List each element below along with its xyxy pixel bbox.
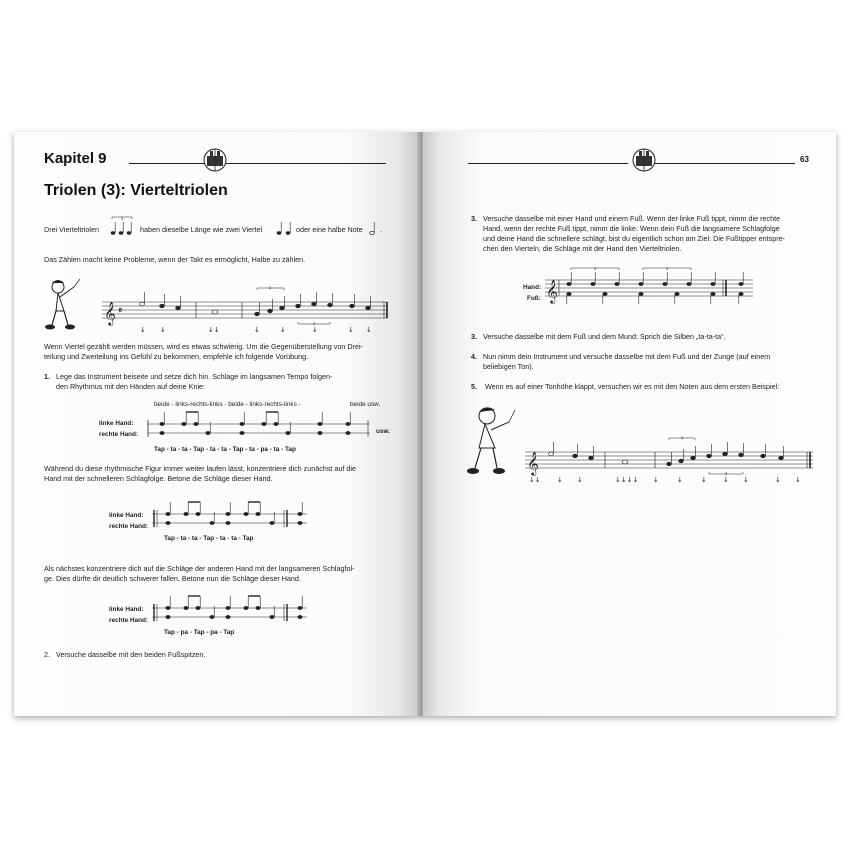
step5-text: Wenn es auf einer Tonhöhe klappt, versuchen wir es mit den Noten aus dem ersten Beispiel:	[485, 382, 780, 391]
rhythm-staff-hands	[148, 412, 378, 442]
triplet-quarter-notes	[110, 216, 136, 238]
svg-text:𝄞: 𝄞	[546, 279, 558, 303]
musician-cartoon	[465, 404, 521, 484]
step4-line1: Nun nimm dein Instrument und versuche dasselbe mit dem Fuß und der Zunge (auf einem	[483, 352, 771, 361]
fuss-label: Fuß:	[527, 295, 541, 302]
svg-text:↓: ↓	[557, 476, 563, 484]
svg-text:↓: ↓	[366, 326, 372, 334]
para2-line1: Während du diese rhythmische Figur immer weiter laufen lässt, konzentriere dich zunächst auf die	[44, 464, 357, 473]
header-rule-left-r	[468, 163, 628, 164]
svg-text:3: 3	[120, 216, 124, 221]
para3-line1: Als nächstes konzentriere dich auf die Schläge der anderen Hand mit der langsameren Schlagfol-	[44, 564, 355, 573]
music-staff-example-1	[102, 285, 390, 336]
step3b-text: Versuche dasselbe mit dem Fuß und dem Mund: Sprich die Silben „ta-ta-ta“.	[483, 332, 726, 341]
step2-text: Versuche dasselbe mit den beiden Fußspitzen.	[56, 650, 206, 659]
svg-text:3: 3	[724, 471, 728, 476]
two-quarter-notes	[276, 218, 296, 238]
step3-line2: Hand, wenn der rechte Fuß tippt, nimm die linke. Wenn dein Fuß die langsamere Schlagfolge	[483, 224, 780, 233]
linke-hand-label-1: linke Hand:	[99, 420, 134, 427]
intro-text-d: .	[380, 225, 382, 234]
linke-hand-label-3: linke Hand:	[109, 606, 144, 613]
svg-text:↓: ↓	[312, 326, 318, 334]
svg-text:↓: ↓	[653, 476, 659, 484]
step3-line1: Versuche dasselbe mit einer Hand und einem Fuß. Wenn der linke Fuß tippt, nimm die rechte	[483, 214, 781, 223]
rhythm-staff-slow-hand	[152, 594, 312, 626]
step1-number: 1.	[44, 372, 50, 381]
svg-text:↓: ↓	[140, 326, 146, 334]
syllables-row-3: Tap - pa - Tap - pa - Tap	[164, 629, 235, 636]
rechte-hand-label-1: rechte Hand:	[99, 431, 139, 438]
svg-text:3: 3	[665, 266, 669, 271]
hands-pattern-label: beide - links-rechts-links - beide - links-rechts-links -	[154, 401, 301, 408]
step5-number: 5.	[471, 382, 477, 391]
header-rule-right-r	[655, 163, 795, 164]
svg-text:𝄞: 𝄞	[527, 451, 539, 475]
svg-text:↓: ↓	[701, 476, 707, 484]
chapter-heading: Kapitel 9	[44, 150, 107, 167]
svg-text:3: 3	[268, 285, 272, 290]
svg-text:↓↓: ↓↓	[208, 326, 220, 334]
para1-line2: teilung und Zweiteilung ins Gefühl zu bekommen, empfehle ich folgende Vorübung.	[44, 352, 309, 361]
intro-text-a: Drei Vierteltriolen	[44, 225, 99, 234]
linke-hand-label-2: linke Hand:	[109, 512, 144, 519]
rhythm-staff-fast-hand	[152, 500, 312, 532]
step4-line2: beliebigen Ton).	[483, 362, 534, 371]
chapter-vignette-icon	[200, 146, 230, 174]
step1-line1: Lege das Instrument beiseite und setze dich hin. Schlage im langsamen Tempo folgen-	[56, 372, 333, 381]
svg-text:↓: ↓	[795, 476, 801, 484]
usw-label: usw.	[376, 428, 390, 435]
svg-text:↓: ↓	[160, 326, 166, 334]
intro-text-c: oder eine halbe Note	[296, 225, 363, 234]
hand-label: Hand:	[523, 284, 542, 291]
step3b-number: 3.	[471, 332, 477, 341]
step3-line3: und deine Hand die schnellere schlägt, bist du eigentlich schon am Ziel: Die Fußtipper entspre-	[483, 234, 786, 243]
music-staff-example-2	[525, 435, 815, 486]
header-rule-left	[129, 163, 204, 164]
svg-text:3: 3	[593, 266, 597, 271]
para3-line2: ge. Dies dürfte dir deutlich schwerer fallen. Betone nun die Schläge dieser Hand.	[44, 574, 301, 583]
hands-pattern-label-end: beide usw.	[350, 401, 381, 408]
hand-foot-staff	[545, 268, 755, 308]
svg-text:↓: ↓	[723, 476, 729, 484]
syllables-row-1: Tap - ta - ta - Tap - ta - ta - Tap - ta - pa - ta - Tap	[154, 446, 296, 453]
half-note	[369, 218, 379, 238]
rechte-hand-label-2: rechte Hand:	[109, 523, 149, 530]
svg-text:↓↓↓↓: ↓↓↓↓	[615, 476, 639, 484]
svg-text:↓: ↓	[254, 326, 260, 334]
conductor-cartoon	[42, 277, 92, 332]
open-book	[14, 132, 836, 716]
svg-text:↓↓: ↓↓	[529, 476, 541, 484]
page-title: Triolen (3): Vierteltriolen	[44, 182, 228, 199]
syllables-row-2: Tap - ta - ta - Tap - ta - ta - Tap	[164, 535, 254, 542]
para2-line2: Hand mit der schnelleren Schlagfolge. Betone die Schläge dieser Hand.	[44, 474, 273, 483]
step3-number: 3.	[471, 214, 477, 223]
step1-line2: den Rhythmus mit den Händen auf deine Knie:	[56, 382, 206, 391]
svg-text:𝄵: 𝄵	[118, 306, 123, 317]
svg-text:↓: ↓	[577, 476, 583, 484]
counting-text: Das Zählen macht keine Probleme, wenn der Takt es ermöglicht, Halbe zu zählen.	[44, 255, 306, 264]
svg-text:↓: ↓	[280, 326, 286, 334]
svg-text:↓: ↓	[677, 476, 683, 484]
step3-line4: chen den Vierteln, die Schläge mit der Hand den Vierteltriolen.	[483, 244, 682, 253]
intro-text-b: haben dieselbe Länge wie zwei Viertel	[140, 225, 263, 234]
step4-number: 4.	[471, 352, 477, 361]
step2-number: 2.	[44, 650, 50, 659]
page-number: 63	[800, 155, 809, 164]
para1-line1: Wenn Viertel gezählt werden müssen, wird es etwas schwierig. Um die Gegenüberstellung von Drei-	[44, 342, 363, 351]
right-page	[423, 132, 836, 716]
svg-text:↓: ↓	[348, 326, 354, 334]
header-rule-right	[226, 163, 386, 164]
svg-text:3: 3	[680, 435, 684, 440]
rechte-hand-label-3: rechte Hand:	[109, 617, 149, 624]
chapter-vignette-icon	[629, 146, 659, 174]
left-page	[14, 132, 419, 716]
svg-text:↓: ↓	[775, 476, 781, 484]
svg-text:↓: ↓	[743, 476, 749, 484]
svg-text:𝄞: 𝄞	[104, 301, 116, 325]
svg-text:3: 3	[312, 321, 316, 326]
